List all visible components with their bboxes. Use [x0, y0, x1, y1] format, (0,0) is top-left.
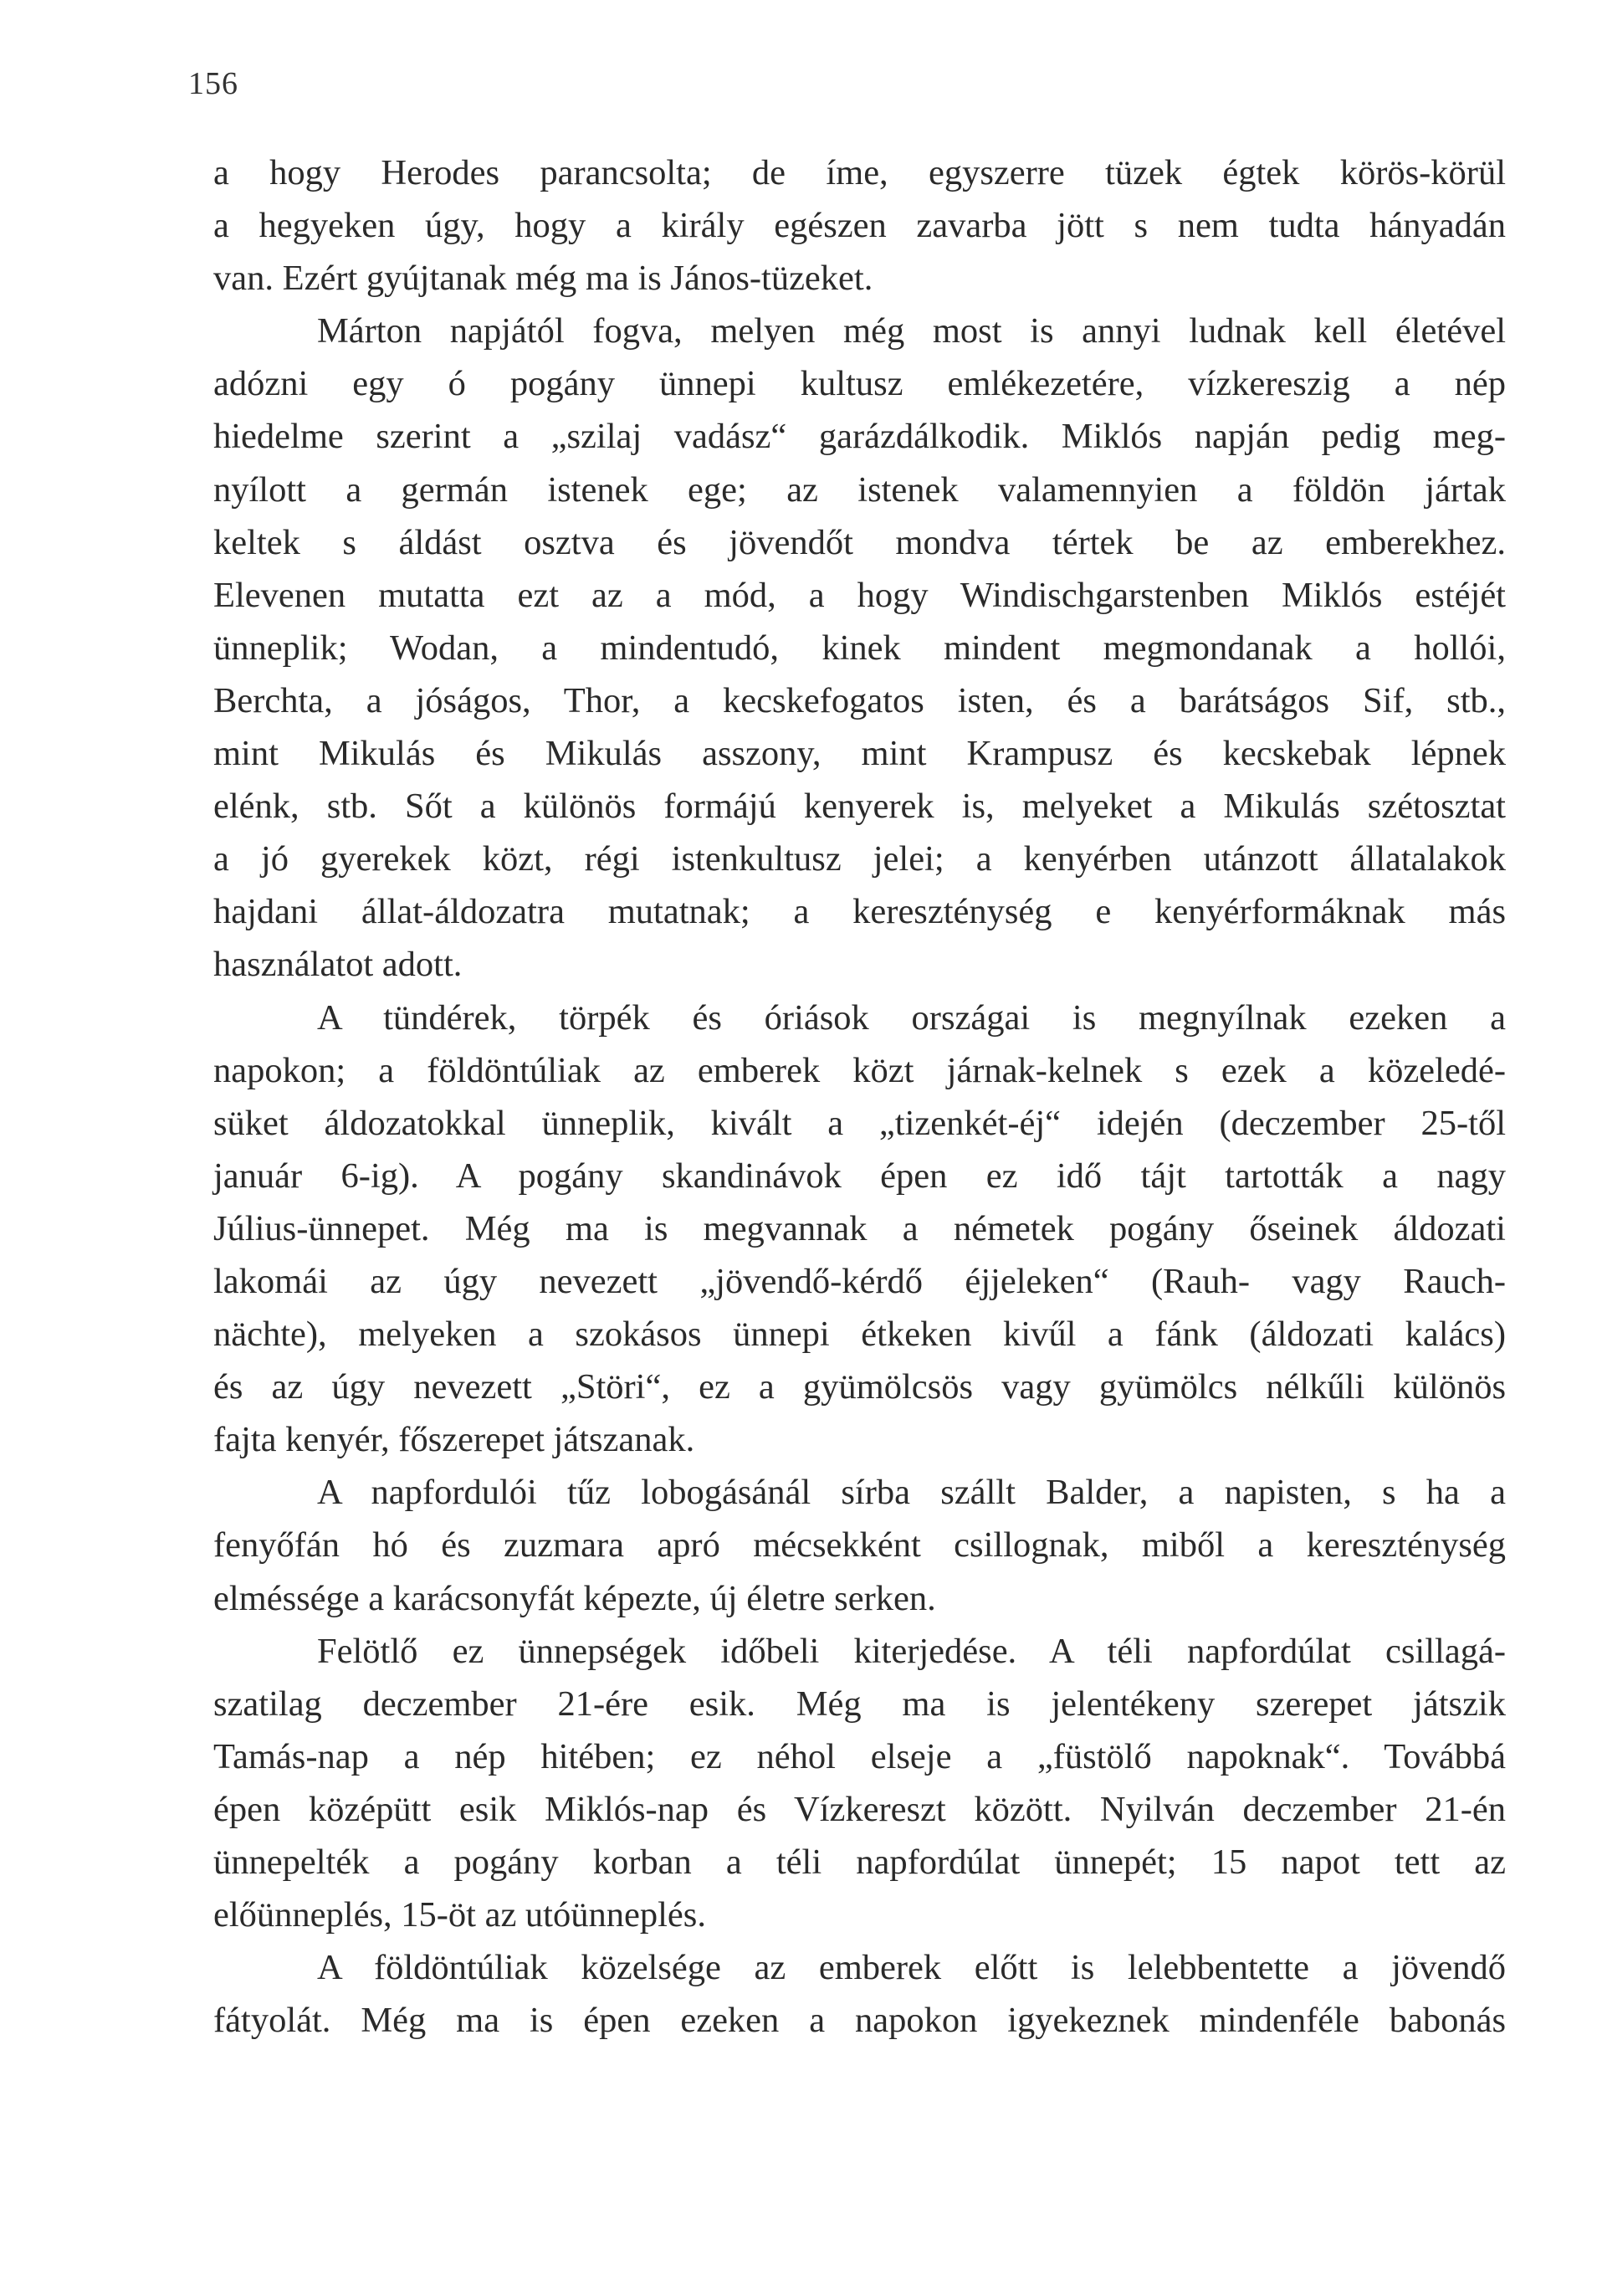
text-line: Július-ünnepet. Még ma is megvannak a németek pogány őseinek áldozati: [213, 1208, 1506, 1248]
text-line: hiedelme szerint a „szilaj vadász“ garázdálkodik. Miklós napján pedig meg-: [213, 417, 1506, 457]
text-line: használatot adott.: [213, 945, 463, 985]
text-line: ünnepelték a pogány korban a téli napfordúlat ünnepét; 15 napot tett az: [213, 1842, 1506, 1882]
text-line: Tamás-nap a nép hitében; ez néhol elseje a „füstölő napoknak“. Továbbá: [213, 1736, 1506, 1776]
text-line: A földöntúliak közelsége az emberek előtt is lelebbentette a jövendő: [317, 1948, 1506, 1988]
text-line: fenyőfán hó és zuzmara apró mécsekként csillognak, miből a kereszténység: [213, 1525, 1506, 1566]
text-line: fajta kenyér, főszerepet játszanak.: [213, 1420, 695, 1460]
text-line: előünneplés, 15-öt az utóünneplés.: [213, 1895, 706, 1935]
text-line: lakomái az úgy nevezett „jövendő-kérdő éjjeleken“ (Rauh- vagy Rauch-: [213, 1261, 1506, 1301]
text-line: a hegyeken úgy, hogy a király egészen zavarba jött s nem tudta hányadán: [213, 206, 1506, 246]
text-line: mint Mikulás és Mikulás asszony, mint Krampusz és kecskebak lépnek: [213, 734, 1506, 774]
text-line: Márton napjától fogva, melyen még most is annyi ludnak kell életével: [317, 311, 1506, 351]
text-line: adózni egy ó pogány ünnepi kultusz emlékezetére, vízkereszig a nép: [213, 364, 1506, 404]
text-line: Elevenen mutatta ezt az a mód, a hogy Windischgarstenben Miklós estéjét: [213, 575, 1506, 615]
text-line: nächte), melyeken a szokásos ünnepi étkeken kivűl a fánk (áldozati kalács): [213, 1315, 1506, 1355]
text-line: szatilag deczember 21-ére esik. Még ma is jelentékeny szerepet játszik: [213, 1684, 1506, 1724]
text-line: nyílott a germán istenek ege; az istenek valamennyien a földön jártak: [213, 469, 1506, 510]
text-line: a jó gyerekek közt, régi istenkultusz jelei; a kenyérben utánzott állatalakok: [213, 839, 1506, 879]
text-line: keltek s áldást osztva és jövendőt mondva tértek be az emberekhez.: [213, 522, 1506, 562]
page-number: 156: [188, 66, 238, 101]
text-line: fátyolát. Még ma is épen ezeken a napokon igyekeznek mindenféle babonás: [213, 2001, 1506, 2041]
text-line: hajdani állat-áldozatra mutatnak; a kereszténység e kenyérformáknak más: [213, 892, 1506, 932]
text-line: elénk, stb. Sőt a különös formájú kenyerek is, melyeket a Mikulás szétosztat: [213, 787, 1506, 827]
text-line: a hogy Herodes parancsolta; de íme, egyszerre tüzek égtek körös-körül: [213, 153, 1506, 192]
text-line: A tündérek, törpék és óriások országai is megnyílnak ezeken a: [317, 997, 1506, 1038]
text-line: Felötlő ez ünnepségek időbeli kiterjedése. A téli napfordúlat csillagá-: [317, 1631, 1506, 1671]
text-line: A napfordulói tűz lobogásánál sírba szállt Balder, a napisten, s ha a: [317, 1473, 1506, 1513]
text-line: elméssége a karácsonyfát képezte, új életre serken.: [213, 1578, 936, 1618]
text-line: január 6-ig). A pogány skandinávok épen ez idő tájt tartották a nagy: [213, 1156, 1506, 1196]
text-line: Berchta, a jóságos, Thor, a kecskefogatos isten, és a barátságos Sif, stb.,: [213, 680, 1506, 720]
text-line: és az úgy nevezett „Störi“, ez a gyümölcsös vagy gyümölcs nélkűli különös: [213, 1367, 1506, 1407]
text-line: ünneplik; Wodan, a mindentudó, kinek mindent megmondanak a hollói,: [213, 628, 1506, 668]
text-line: épen középütt esik Miklós-nap és Vízkereszt között. Nyilván deczember 21-én: [213, 1789, 1506, 1829]
text-line: süket áldozatokkal ünneplik, kivált a „tizenkét-éj“ idején (deczember 25-től: [213, 1103, 1506, 1143]
body-text: [213, 146, 1506, 2047]
text-line: van. Ezért gyújtanak még ma is János-tüzeket.: [213, 259, 873, 299]
text-line: napokon; a földöntúliak az emberek közt járnak-kelnek s ezek a közeledé-: [213, 1050, 1506, 1090]
